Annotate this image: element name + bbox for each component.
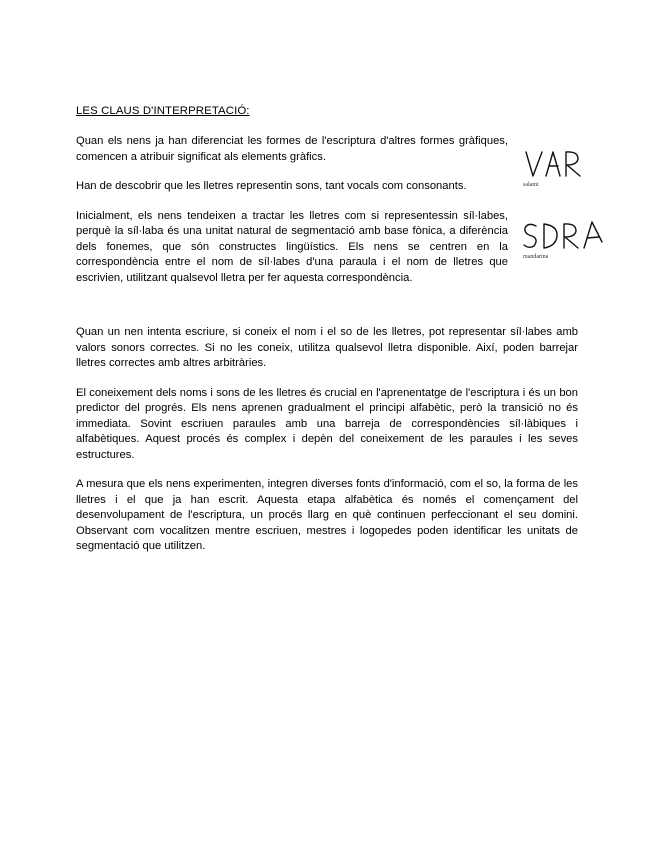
paragraph: Quan un nen intenta escriure, si coneix el nom i el so de les lletres, pot representar síl·labes amb valors sonors correctes. Si no les coneix, utilitza qualsevol lletra disponible. Així, poden barrejar lletres correctes amb altres arbitràries.	[76, 326, 578, 369]
paragraph: El coneixement dels noms i sons de les lletres és crucial en l'aprenentatge de l'escriptura i és un bon predictor del progrés. Els nens aprenen gradualment el principi alfabètic, però la transició no és immediata. Sovint escriuen paraules amb una barreja de correspondències síl·làbiques i alfabètiques. Aquest procés és complex i depèn del coneixement de les paraules i les seves estructures.	[76, 386, 578, 461]
section-heading: LES CLAUS D'INTERPRETACIÓ:	[76, 105, 250, 117]
paragraph: Quan els nens ja han diferenciat les formes de l'escriptura d'altres formes gràfiques, comencen a atribuir significat als elements gràfics.	[76, 135, 508, 163]
body-text	[76, 325, 578, 569]
paragraph: A mesura que els nens experimenten, integren diverses fonts d'informació, com el so, la forma de les lletres i el que ja han escrit. Aquesta etapa alfabètica és només el començament del desenvolupament de l'escriptura, un procés llarg en què continuen perfeccionant el seu domini. Observant com vocalitzen mentre escriuen, mestres i logopedes poden identificar les unitats de segmentació que utilitzen.	[76, 478, 578, 552]
caption: salami	[523, 182, 539, 188]
caption: mandarina	[523, 254, 549, 260]
intro-text	[76, 134, 508, 300]
handwriting-image	[520, 218, 615, 252]
paragraph: Han de descobrir que les lletres representin sons, tant vocals com consonants.	[76, 180, 467, 192]
handwriting-image	[520, 146, 600, 180]
paragraph: Inicialment, els nens tendeixen a tractar les lletres com si representessin síl·labes, perquè la síl·laba és una unitat natural de segmentació amb base fònica, a diferència dels fonemes, que són constructes lingüístics. Els nens se centren en la correspondència entre el nom de síl·labes d'una paraula i el nom de lletres que escrivien, utilitzant qualsevol lletra per fer aquesta correspondència.	[76, 209, 508, 284]
handwriting-sample-var	[520, 146, 620, 188]
handwriting-sample-sdra	[520, 218, 620, 260]
